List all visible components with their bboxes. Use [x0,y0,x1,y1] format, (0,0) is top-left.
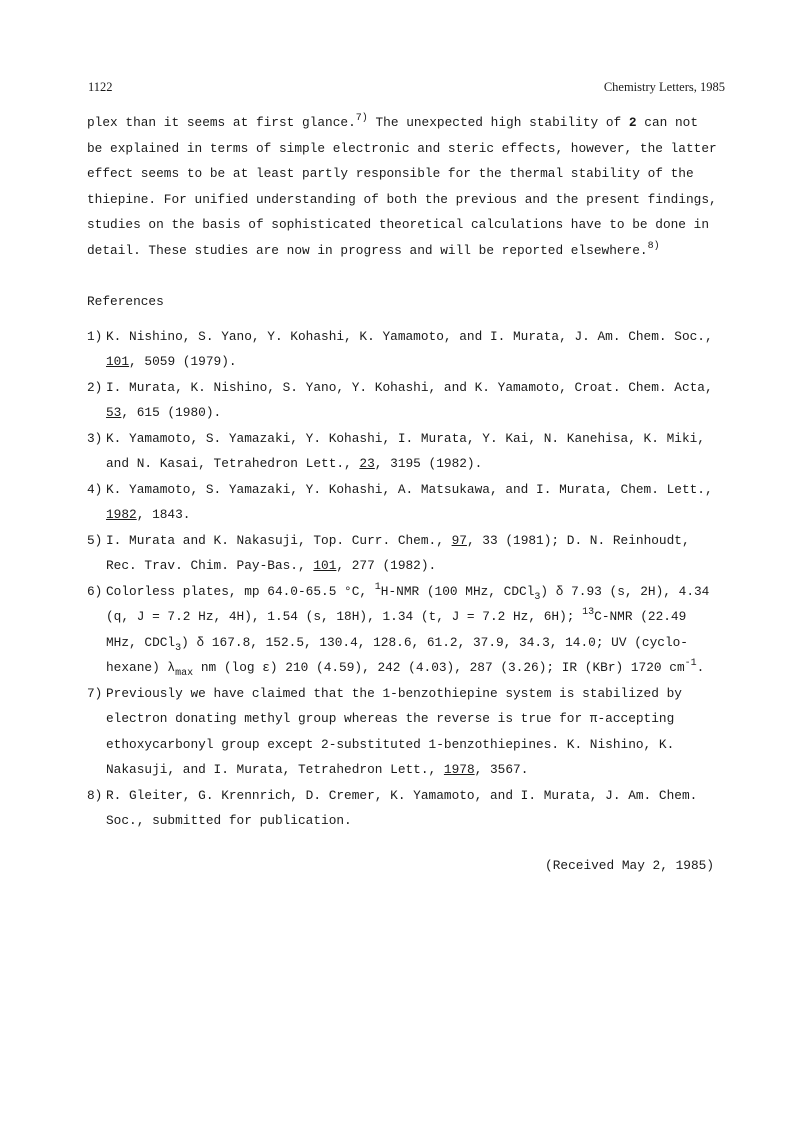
page-number: 1122 [88,80,113,94]
references [87,289,747,834]
reference-3: 3) K. Yamamoto, S. Yamazaki, Y. Kohashi, I. Murata, Y. Kai, N. Kanehisa, K. Miki, and N. Kasai, Tetrahedron Lett., 23, 3195 (1982). [87,430,705,471]
reference-4: 4) K. Yamamoto, S. Yamazaki, Y. Kohashi, A. Matsukawa, and I. Murata, Chem. Lett., 1982, 1843. [87,481,713,522]
compound-number: 2 [628,115,637,130]
body-line-1: plex than it seems at first glance.$^{7)}$ The unexpected high stability of 2 can not [87,113,699,130]
body-text [87,110,737,263]
body-line-3: effect seems to be at least partly responsible for the thermal stability of the [87,166,694,181]
reference-1: 1) K. Nishino, S. Yano, Y. Kohashi, K. Yamamoto, and I. Murata, J. Am. Chem. Soc., 101, 5059 (1979). [87,328,713,369]
references-heading: References [87,294,164,309]
reference-6: 6) Colorless plates, mp 64.0-65.5 °C, $^1$H-NMR (100 MHz, CDCl$_3$) δ 7.93 (s, 2H), 4.34 (q, J = 7.2 Hz, 4H), 1.54 (s, 18H), 1.34 (t, J = 7.2 Hz, 6H); $^{13}$C-NMR (22.49 MHz, CDCl$_3$) δ 167.8, 152.5, 130.4, 128.6, 61.2, 37.9, 34.3, 14.0; UV (cyclo- hexane) $\lambda_{max}$ nm (log ε) 210 (4.59), 242 (4.03), 287 (3.26); IR (KBr) 1720 $cm^{-1}$. [87,581,710,679]
journal-header: Chemistry Letters, 1985 [603,80,725,94]
reference-7: 7) Previously we have claimed that the 1-benzothiepine system is stabilized by electron donating methyl group whereas the reverse is true for π-accepting ethoxycarbonyl group except 2-substituted 1-benzothiepines. K. Nishino, K. Nakasuji, and I. Murata, Tetrahedron Lett., 1978, 3567. [87,685,682,777]
reference-8: 8) R. Gleiter, G. Krennrich, D. Cremer, K. Yamamoto, and I. Murata, J. Am. Chem. Soc., submitted for publication. [87,787,698,828]
footnote-ref-7: 7) [355,113,368,124]
body-line-5: studies on the basis of sophisticated theoretical calculations have to be done in [87,217,710,232]
footnote-ref-8: 8) [647,240,660,252]
body-line-2: be explained in terms of simple electronic and steric effects, however, the latter [87,140,717,156]
body-line-4: thiepine. For unified understanding of both the previous and the present findings, [87,191,717,207]
received-date: (Received May 2, 1985) [545,858,714,873]
reference-5: 5) I. Murata and K. Nakasuji, Top. Curr. Chem., 97, 33 (1981); D. N. Reinhoudt, Rec. Trav. Chim. Pay-Bas., 101, 277 (1982). [87,532,690,573]
reference-2: 2) I. Murata, K. Nishino, S. Yano, Y. Kohashi, and K. Yamamoto, Croat. Chem. Acta, 53, 615 (1980). [87,379,713,420]
body-line-6: detail. These studies are now in progress and will be reported elsewhere.$^{8)}$ [87,240,660,258]
